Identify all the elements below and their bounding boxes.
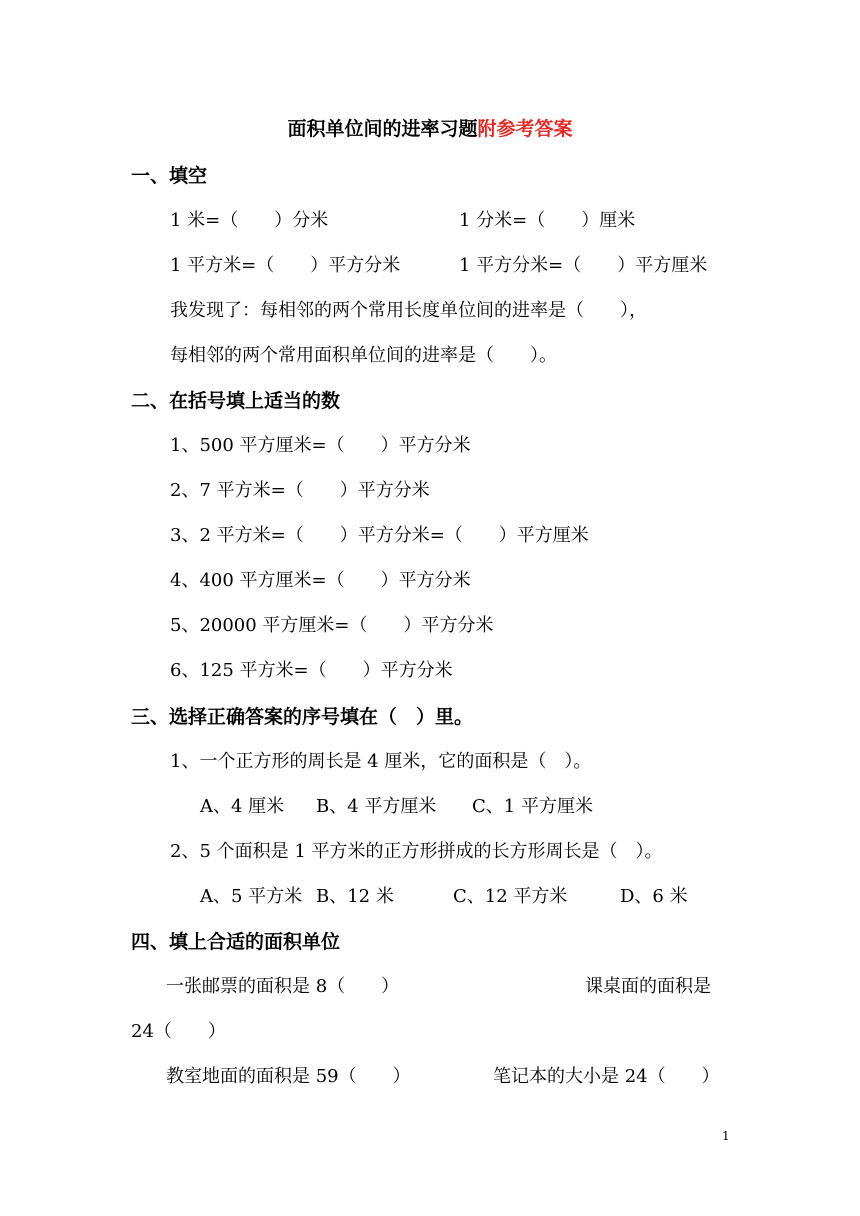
section-4-heading: 四、填上合适的面积单位	[131, 931, 341, 953]
s1-line-1b: 1 分米=（ ）厘米	[459, 210, 636, 231]
s4-line-3a: 教室地面的面积是 59（ ）	[166, 1066, 411, 1087]
s1-line-2a: 1 平方米=（ ）平方分米	[170, 255, 401, 276]
s1-line-2b: 1 平方分米=（ ）平方厘米	[459, 255, 708, 276]
s2-item-5: 5、20000 平方厘米=（ ）平方分米	[170, 615, 494, 636]
title-main: 面积单位间的进率习题	[287, 118, 478, 140]
section-1-heading: 一、填空	[131, 165, 208, 187]
s3-q2-option-a: A、5 平方米	[200, 886, 303, 907]
s3-q1-option-c: C、1 平方厘米	[472, 796, 593, 817]
s4-line-3b: 笔记本的大小是 24（ ）	[493, 1066, 720, 1087]
s3-question-2: 2、5 个面积是 1 平方米的正方形拼成的长方形周长是（ ）。	[170, 841, 663, 862]
s4-line-1b: 课桌面的面积是	[585, 976, 711, 997]
section-2-heading: 二、在括号填上适当的数	[131, 390, 341, 412]
page-title	[0, 114, 860, 141]
s4-line-1a: 一张邮票的面积是 8（ ）	[166, 976, 400, 997]
s3-q2-option-d: D、6 米	[620, 886, 688, 907]
s2-item-2: 2、7 平方米=（ ）平方分米	[170, 480, 430, 501]
page-number: 1	[722, 1129, 730, 1143]
s2-item-1: 1、500 平方厘米=（ ）平方分米	[170, 435, 471, 456]
s3-q2-option-c: C、12 平方米	[453, 886, 568, 907]
s3-q1-option-b: B、4 平方厘米	[316, 796, 437, 817]
s2-item-6: 6、125 平方米=（ ）平方分米	[170, 660, 453, 681]
s1-line-3: 我发现了：每相邻的两个常用长度单位间的进率是（ ），	[170, 300, 647, 321]
s3-q2-option-b: B、12 米	[316, 886, 394, 907]
s4-line-2: 24（ ）	[131, 1021, 226, 1042]
title-answer-note: 附参考答案	[477, 118, 573, 140]
s2-item-4: 4、400 平方厘米=（ ）平方分米	[170, 570, 471, 591]
s2-item-3: 3、2 平方米=（ ）平方分米=（ ）平方厘米	[170, 525, 589, 546]
s3-question-1: 1、一个正方形的周长是 4 厘米，它的面积是（ ）。	[170, 751, 592, 772]
section-3-heading: 三、选择正确答案的序号填在（ ）里。	[131, 706, 474, 728]
s1-line-1a: 1 米=（ ）分米	[170, 210, 329, 231]
s1-line-4: 每相邻的两个常用面积单位间的进率是（ ）。	[170, 345, 557, 366]
s3-q1-option-a: A、4 厘米	[200, 796, 285, 817]
